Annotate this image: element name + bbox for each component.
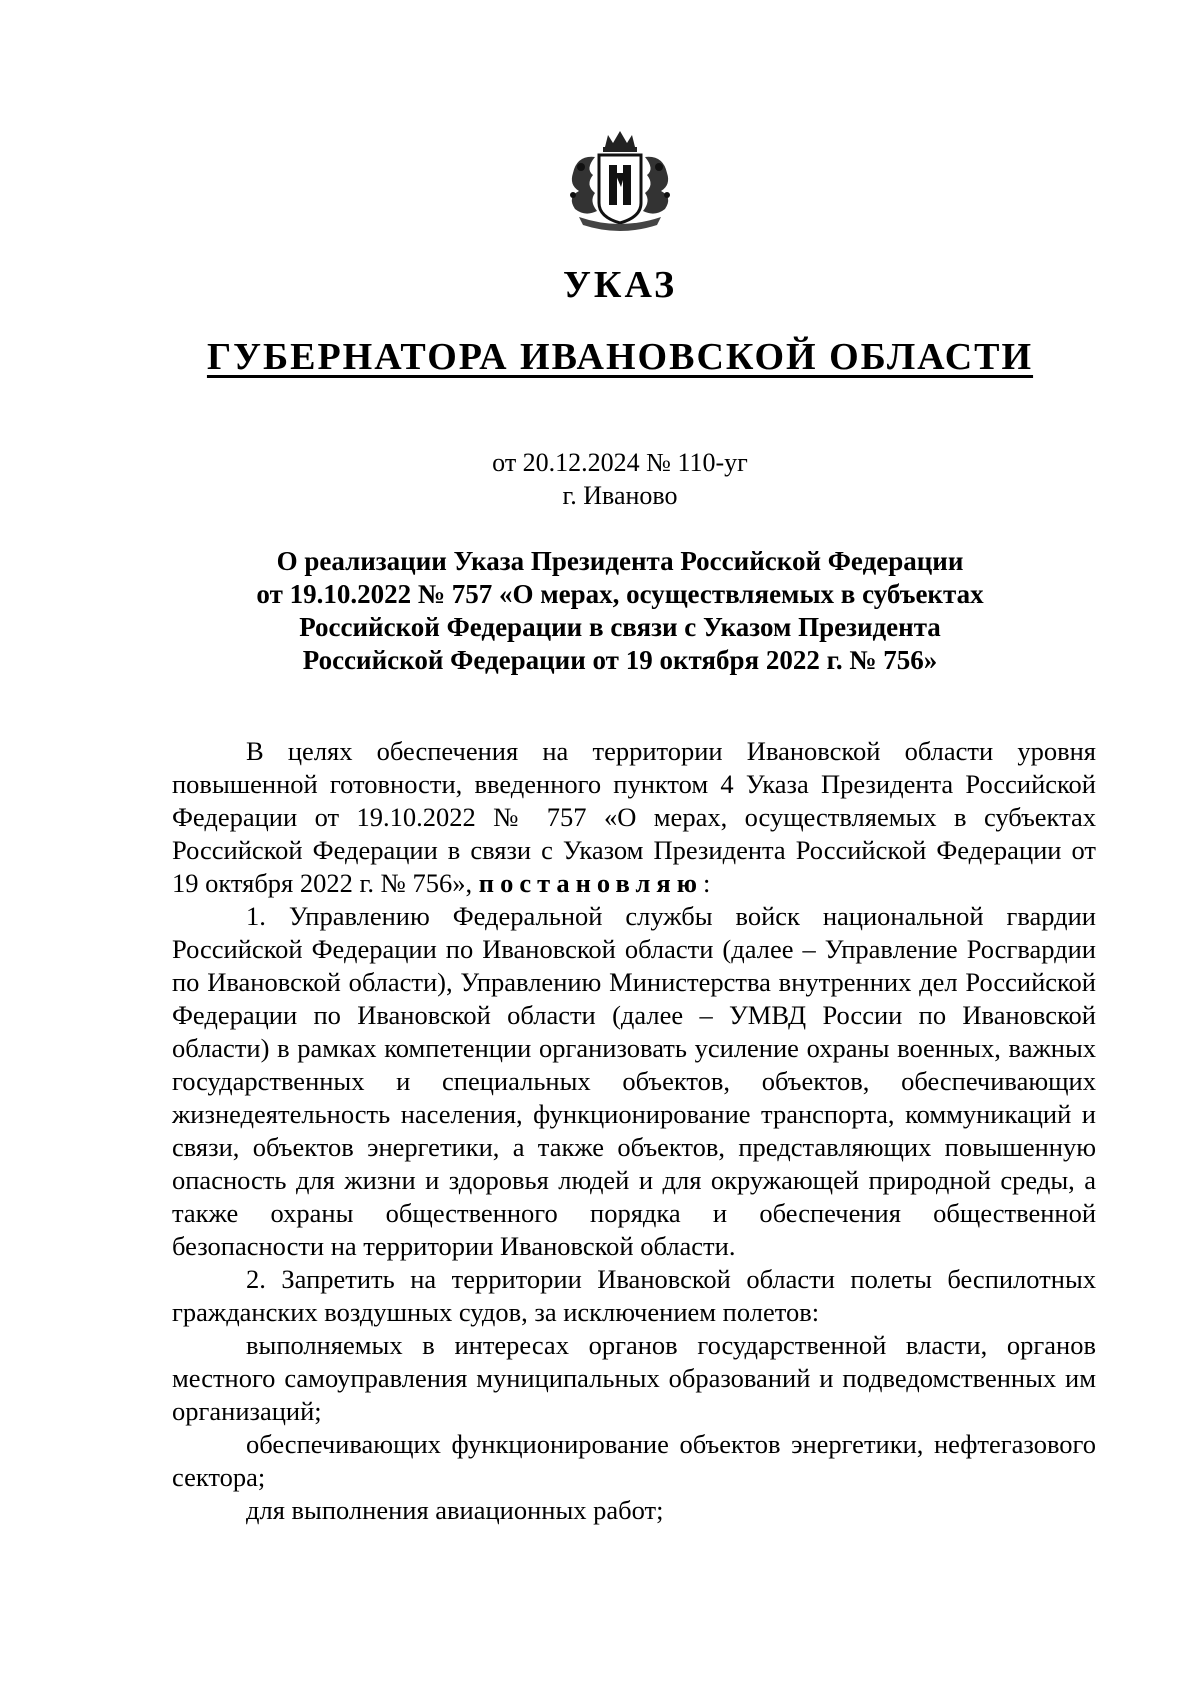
paragraph-2: 2. Запретить на территории Ивановской области полеты беспилотных гражданских воздушных судов, за исключением полетов: [172, 1264, 1096, 1327]
city: г. Иваново [562, 481, 678, 510]
exception-item: выполняемых в интересах органов государственной власти, органов местного самоуправления муниципальных образований и подведомственных им организаций; [172, 1330, 1096, 1426]
exception-item: для выполнения авиационных работ; [246, 1495, 664, 1525]
title-line: О реализации Указа Президента Российской Федерации [276, 546, 964, 576]
decree-word: постановляю [478, 868, 703, 898]
title-line: от 19.10.2022 № 757 «О мерах, осуществляемых в субъектах [256, 579, 984, 609]
document-title [190, 545, 1050, 677]
preamble-text: В целях обеспечения на территории Ивановской области уровня повышенной готовности, введенного пунктом 4 Указа Президента Российской Федерации от 19.10.2022 № 757 «О мерах, осуществляемых в субъектах Российской Федерации в связи с Указом Президента Российской Федерации от 19 октября 2022 г. № 756», [172, 736, 1096, 898]
paragraph-1: 1. Управлению Федеральной службы войск национальной гвардии Российской Федерации по Ивановской области (далее – Управление Росгвардии по Ивановской области), Управлению Министерства внутренних дел Российской Федерации по Ивановской области (далее – УМВД России по Ивановской области) в рамках компетенции организовать усиление охраны военных, важных государственных и специальных объектов, объектов, обеспечивающих жизнедеятельность населения, функционирование транспорта, коммуникаций и связи, объектов энергетики, а также объектов, представляющих повышенную опасность для жизни и здоровья людей и для окружающей природной среды, а также охраны общественного порядка и обеспечения общественной безопасности на территории Ивановской области. [172, 901, 1096, 1261]
exception-item: обеспечивающих функционирование объектов энергетики, нефтегазового сектора; [172, 1429, 1096, 1492]
title-line: Российской Федерации от 19 октября 2022 г. № 756» [302, 645, 938, 675]
coat-of-arms-icon [555, 125, 685, 235]
date-number: от 20.12.2024 № 110-уг [492, 448, 748, 477]
issuer-heading [0, 335, 1200, 379]
decree-punct: : [702, 868, 711, 898]
issuer-text: ГУБЕРНАТОРА ИВАНОВСКОЙ ОБЛАСТИ [206, 336, 1034, 378]
document-body [172, 735, 1096, 1527]
title-line: Российской Федерации в связи с Указом Президента [299, 612, 941, 642]
document-type: УКАЗ [563, 264, 677, 306]
preamble-paragraph [172, 735, 1096, 900]
document-meta [0, 446, 1200, 512]
